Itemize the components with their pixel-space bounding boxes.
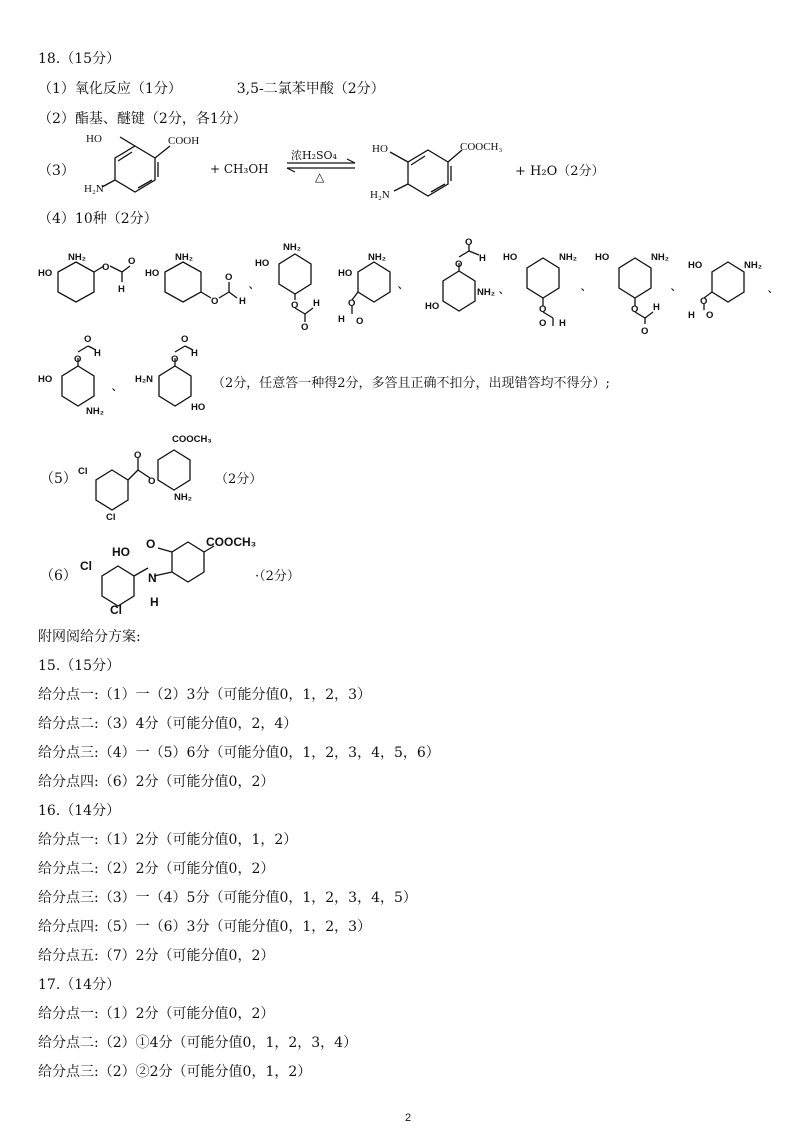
- svg-text:COOCH₃: COOCH₃: [172, 434, 212, 445]
- svg-text:NH₂: NH₂: [68, 252, 86, 263]
- section-16-item: 给分点二:（2）2分（可能分值0，2）: [38, 861, 275, 877]
- q18-part5-score: （2分）: [215, 472, 263, 487]
- svg-text:H: H: [94, 348, 101, 359]
- svg-text:NH₂: NH₂: [744, 260, 762, 271]
- product-h2n-label: H₂N: [370, 189, 390, 201]
- section-16-title: 16.（14分）: [38, 803, 121, 819]
- svg-text:O: O: [465, 237, 473, 248]
- svg-text:H: H: [239, 296, 246, 307]
- svg-text:O: O: [641, 326, 649, 337]
- isomer-structure-3: [255, 238, 335, 331]
- section-17-item: 给分点一:（1）2分（可能分值0，2）: [38, 1006, 275, 1022]
- svg-text:、: 、: [112, 382, 122, 393]
- isomer-structure-7: [595, 246, 685, 337]
- svg-text:O: O: [134, 450, 142, 461]
- svg-text:O: O: [128, 256, 136, 267]
- svg-text:H: H: [653, 302, 660, 313]
- svg-text:O: O: [102, 262, 110, 273]
- svg-text:、: 、: [398, 280, 408, 291]
- isomer-structure-9: [38, 334, 122, 421]
- svg-text:H: H: [688, 310, 695, 321]
- svg-text:Cl: Cl: [106, 512, 116, 523]
- q18-part1-answer-a: （1）氧化反应（1分）: [38, 81, 182, 97]
- svg-text:、: 、: [249, 280, 259, 291]
- svg-text:NH₂: NH₂: [477, 287, 495, 298]
- svg-text:O: O: [74, 354, 82, 365]
- svg-text:HO: HO: [145, 268, 160, 279]
- svg-text:HO: HO: [425, 301, 440, 312]
- svg-text:O: O: [146, 537, 156, 551]
- section-15-item: 给分点四:（6）2分（可能分值0，2）: [38, 774, 275, 790]
- isomer-structure-2: [145, 248, 259, 311]
- section-16-item: 给分点五:（7）2分（可能分值0，2）: [38, 948, 275, 964]
- svg-text:NH₂: NH₂: [559, 252, 577, 263]
- isomer-structure-5: [425, 237, 518, 323]
- part5-structure: [78, 430, 228, 523]
- svg-text:NH₂: NH₂: [283, 242, 301, 253]
- isomer-structure-10: [135, 334, 215, 421]
- svg-text:HO: HO: [255, 258, 270, 269]
- svg-text:O: O: [301, 322, 309, 333]
- svg-text:O: O: [291, 300, 299, 311]
- svg-text:H: H: [479, 253, 486, 264]
- product-cooch3-label: COOCH₃: [460, 141, 503, 153]
- isomer-structure-8: [688, 248, 793, 321]
- section-16-item: 给分点三:（3）一（4）5分（可能分值0，1，2，3，4，5）: [38, 890, 417, 906]
- svg-text:O: O: [706, 310, 714, 321]
- methanol-reagent: + CH₃OH: [210, 162, 269, 176]
- part6-structure: [78, 530, 268, 623]
- section-15-item: 给分点三:（4）一（5）6分（可能分值0，1，2，3，4，5，6）: [38, 745, 440, 761]
- svg-text:COOCH₃: COOCH₃: [206, 535, 257, 549]
- svg-text:O: O: [181, 334, 189, 345]
- svg-text:N: N: [148, 571, 157, 585]
- svg-text:O: O: [348, 298, 356, 309]
- svg-text:O: O: [631, 304, 639, 315]
- product-ester-structure: [368, 136, 518, 209]
- q18-part3-label: （3）: [38, 163, 75, 179]
- q18-part5-label: （5）: [40, 471, 77, 487]
- section-15-item: 给分点一:（1）一（2）3分（可能分值0，1，2，3）: [38, 687, 372, 703]
- svg-text:HO: HO: [595, 252, 610, 263]
- svg-text:NH₂: NH₂: [368, 252, 386, 263]
- q18-part6-label: （6）: [40, 568, 77, 584]
- reactant-structure: [80, 132, 200, 205]
- svg-text:O: O: [700, 296, 708, 307]
- isomer-structure-4: [338, 248, 418, 331]
- svg-text:O: O: [356, 316, 364, 327]
- svg-text:O: O: [455, 259, 463, 270]
- q18-title: 18.（15分）: [38, 51, 121, 67]
- svg-text:Cl: Cl: [110, 603, 122, 617]
- svg-text:Cl: Cl: [80, 559, 92, 573]
- section-17-item: 给分点三:（2）②2分（可能分值0，1，2）: [38, 1064, 312, 1080]
- svg-text:HO: HO: [688, 260, 703, 271]
- q18-part4-note: （2分，任意答一种得2分，多答且正确不扣分，出现错答均不得分）;: [212, 376, 610, 391]
- section-16-item: 给分点一:（1）2分（可能分值0，1，2）: [38, 832, 298, 848]
- svg-text:HO: HO: [112, 545, 130, 559]
- section-17-item: 给分点二:（2）①4分（可能分值0，1，2，3，4）: [38, 1035, 358, 1051]
- svg-text:O: O: [148, 476, 156, 487]
- q18-part6-score: ·（2分）: [255, 569, 300, 584]
- svg-text:H: H: [559, 318, 566, 329]
- heat-symbol: △: [315, 170, 325, 184]
- section-15-title: 15.（15分）: [38, 658, 121, 674]
- reactant-h2n-label: H₂N: [84, 183, 104, 195]
- scoring-heading: 附网阅给分方案:: [38, 629, 141, 645]
- svg-text:O: O: [211, 296, 219, 307]
- svg-text:H₂N: H₂N: [135, 374, 153, 385]
- reaction-arrow: [285, 147, 357, 187]
- svg-text:HO: HO: [38, 374, 53, 385]
- svg-text:H: H: [118, 284, 125, 295]
- q18-part1: [38, 80, 385, 98]
- section-17-title: 17.（14分）: [38, 977, 121, 993]
- svg-text:O: O: [84, 334, 92, 345]
- svg-text:、: 、: [768, 284, 778, 295]
- q18-part2: （2）酯基、醚键（2分，各1分）: [38, 111, 247, 127]
- svg-text:H: H: [150, 595, 159, 609]
- section-15-item: 给分点二:（3）4分（可能分值0，2，4）: [38, 716, 298, 732]
- svg-text:H: H: [313, 298, 320, 309]
- catalyst-label: 浓H₂SO₄: [291, 149, 337, 162]
- page-number: 2: [405, 1112, 412, 1124]
- svg-text:NH₂: NH₂: [175, 252, 193, 263]
- isomer-structure-1: [38, 248, 138, 311]
- svg-text:HO: HO: [191, 402, 206, 413]
- q18-part1-answer-b: 3,5-二氯苯甲酸（2分）: [236, 81, 385, 97]
- water-and-score: + H₂O（2分）: [515, 164, 605, 179]
- svg-text:H: H: [338, 314, 345, 325]
- svg-text:NH₂: NH₂: [651, 252, 669, 263]
- svg-text:、: 、: [671, 282, 681, 293]
- svg-text:HO: HO: [38, 268, 53, 279]
- svg-text:O: O: [539, 318, 547, 329]
- svg-text:Cl: Cl: [78, 466, 88, 477]
- svg-text:O: O: [225, 272, 233, 283]
- svg-text:H: H: [191, 348, 198, 359]
- reactant-cooh-label: COOH: [168, 135, 200, 147]
- svg-text:NH₂: NH₂: [86, 406, 104, 417]
- svg-text:O: O: [171, 354, 179, 365]
- q18-part4: （4）10种（2分）: [38, 211, 158, 227]
- isomer-structure-6: [503, 246, 593, 329]
- svg-text:HO: HO: [503, 252, 518, 263]
- svg-text:HO: HO: [338, 268, 353, 279]
- svg-text:、: 、: [499, 285, 509, 296]
- svg-text:NH₂: NH₂: [174, 492, 192, 503]
- reactant-ho-label: HO: [86, 133, 102, 145]
- svg-text:O: O: [539, 304, 547, 315]
- svg-text:、: 、: [581, 282, 591, 293]
- product-ho-label: HO: [372, 143, 388, 155]
- section-16-item: 给分点四:（5）一（6）3分（可能分值0，1，2，3）: [38, 919, 372, 935]
